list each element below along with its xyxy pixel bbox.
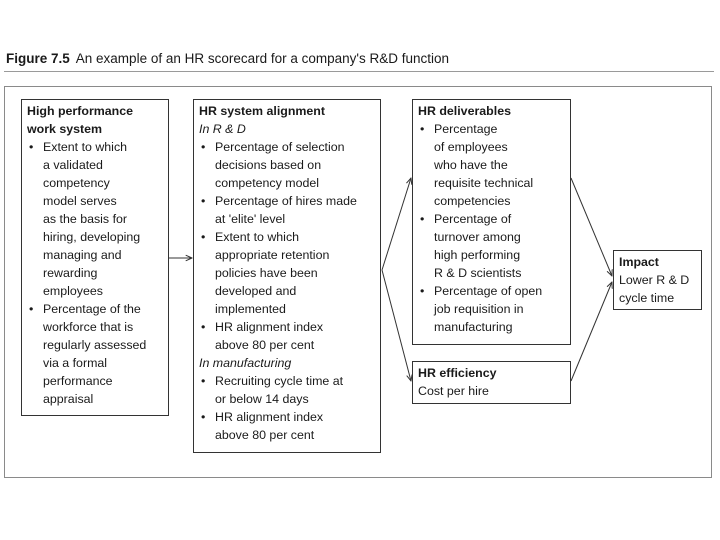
bullet-text-line: decisions based on [215,158,322,172]
bullet-text-line: of employees [434,140,508,154]
hr-efficiency-box [412,361,571,404]
bullet-text-line: high performing [434,248,521,262]
bullet-text-line: requisite technical [434,176,534,190]
bullet-text-line: managing and [43,248,122,262]
box-title-line: work system [27,122,103,136]
box-title: HR efficiency [418,366,497,380]
bullet-text-line: model serves [43,194,117,208]
bullet-text-line: above 80 per cent [215,338,315,352]
bullet-text-line: workforce that is [43,320,134,334]
bullet-text-line: • Extent to which [215,230,300,244]
list-item [199,372,376,408]
bullet-text-line: job requisition in [434,302,524,316]
bullet-text-line: • HR alignment index [215,320,324,334]
bullet-text-line: policies have been [215,266,318,280]
bullet-list-rd [199,138,376,354]
list-item [418,282,566,336]
list-item [199,138,376,192]
list-item [199,318,376,354]
bullet-text-line: appropriate retention [215,248,330,262]
box-title: Impact [619,255,659,269]
section-label-rd: In R & D [199,122,246,136]
bullet-text-line: competencies [434,194,511,208]
bullet-text-line: R & D scientists [434,266,522,280]
figure-number: Figure 7.5 [6,51,70,66]
bullet-text-line: • Percentage of selection [215,140,345,154]
box-title: HR system alignment [199,104,326,118]
bullet-text-line: at 'elite' level [215,212,286,226]
bullet-text-line: developed and [215,284,297,298]
bullet-text-line: regularly assessed [43,338,147,352]
bullet-text-line: • Percentage of the [43,302,141,316]
list-item [199,192,376,228]
bullet-text-line: • Extent to which [43,140,128,154]
bullet-text-line: • Percentage of hires made [215,194,357,208]
bullet-text-line: rewarding [43,266,98,280]
bullet-text-line: • Recruiting cycle time at [215,374,344,388]
bullet-text-line: as the basis for [43,212,128,226]
bullet-list-manufacturing [199,372,376,444]
box-title-line: High performance [27,104,134,118]
bullet-text-line: via a formal [43,356,108,370]
figure-title: An example of an HR scorecard for a company's R&D function [75,51,450,66]
bullet-text-line: turnover among [434,230,521,244]
list-item [27,300,164,408]
bullet-text-line: manufacturing [434,320,513,334]
bullet-text-line: • Percentage [434,122,498,136]
list-item [418,120,566,210]
figure-caption [6,51,449,66]
impact-box [613,250,702,310]
bullet-text-line: who have the [434,158,508,172]
bullet-list [27,138,164,408]
box-text: Cost per hire [418,384,489,398]
hr-system-alignment-box [193,99,381,453]
bullet-text-line: • Percentage of [434,212,512,226]
bullet-text-line: or below 14 days [215,392,309,406]
bullet-text-line: implemented [215,302,286,316]
bullet-text-line: • Percentage of open [434,284,543,298]
list-item [199,228,376,318]
list-item [27,138,164,300]
bullet-text-line: competency model [215,176,319,190]
bullet-text-line: • HR alignment index [215,410,324,424]
box-text: cycle time [619,291,675,305]
box-title: HR deliverables [418,104,511,118]
hr-deliverables-box [412,99,571,345]
box-title [27,102,164,138]
section-label-manufacturing: In manufacturing [199,356,292,370]
bullet-list [418,120,566,336]
bullet-text-line: performance [43,374,113,388]
high-performance-work-system-box [21,99,169,416]
bullet-text-line: competency [43,176,110,190]
list-item [199,408,376,444]
bullet-text-line: employees [43,284,103,298]
bullet-text-line: above 80 per cent [215,428,315,442]
bullet-text-line: appraisal [43,392,94,406]
list-item [418,210,566,282]
bullet-text-line: hiring, developing [43,230,141,244]
box-text: Lower R & D [619,273,690,287]
title-rule [4,71,714,72]
bullet-text-line: a validated [43,158,103,172]
